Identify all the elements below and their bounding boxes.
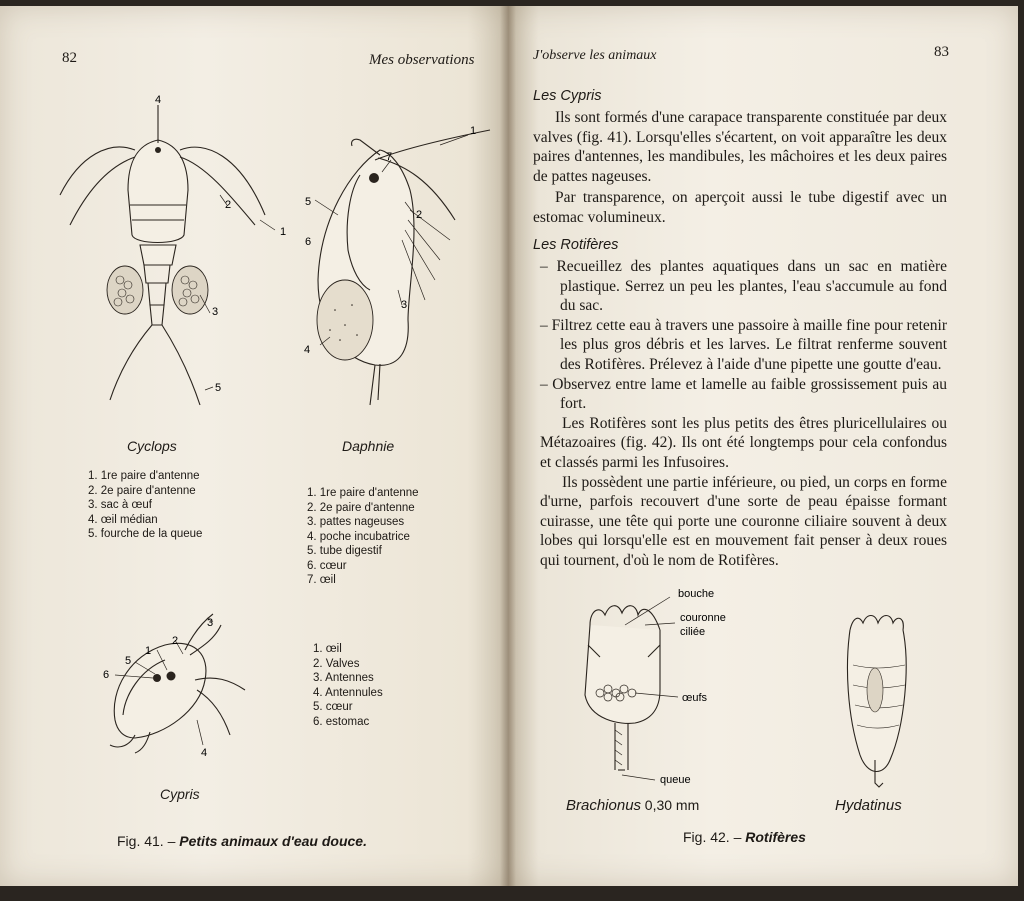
- section-heading-cypris: Les Cypris: [533, 88, 602, 104]
- cyclops-callout-3: 3: [212, 306, 219, 318]
- brachionus-illustration: [560, 585, 790, 795]
- label-ciliee: ciliée: [680, 626, 706, 638]
- cypris-callout-5: 5: [125, 655, 132, 667]
- section-rotiferes-body: [540, 257, 947, 571]
- cypris-illustration: [95, 610, 255, 770]
- daphnie-callout-2: 2: [416, 209, 423, 221]
- legend-item: 7. œil: [307, 574, 336, 586]
- caption-prefix: Fig. 42. –: [683, 829, 742, 845]
- cyclops-illustration: [40, 95, 300, 425]
- hydatinus-illustration: [835, 605, 925, 795]
- daphnie-callout-5: 5: [305, 196, 312, 208]
- cypris-callout-6: 6: [103, 669, 110, 681]
- label-queue: queue: [660, 774, 691, 786]
- legend-item: 3. pattes nageuses: [307, 516, 405, 528]
- cyclops-callout-4: 4: [155, 94, 162, 106]
- legend-item: 5. cœur: [313, 701, 353, 713]
- cyclops-callout-5: 5: [215, 382, 222, 394]
- cypris-callout-1: 1: [145, 645, 152, 657]
- brachionus-size: 0,30 mm: [644, 797, 700, 813]
- bullet-item: – Observez entre lame et lamelle au faible grossissement puis au fort.: [540, 375, 947, 413]
- brachionus-name: Brachionus: [566, 797, 642, 814]
- right-page-number: 83: [934, 44, 949, 60]
- label-bouche: bouche: [678, 588, 715, 600]
- bullet-item: – Recueillez des plantes aquatiques dans un sac en matière plastique. Serrez un peu les plantes, l'eau s'accumule au fond du sac.: [540, 258, 947, 315]
- left-page-number: 82: [62, 50, 77, 66]
- bullet-item: – Filtrez cette eau à travers une passoire à maille fine pour retenir les plus gros débris et les larves. Le filtrat renferme souvent des Rotifères. Prélevez à l'aide d'une pipette une goutte d'eau.: [540, 316, 947, 373]
- daphnie-legend: [307, 486, 419, 588]
- daphnie-label: Daphnie: [342, 438, 395, 454]
- section-heading-rotiferes: Les Rotifères: [533, 237, 619, 253]
- right-running-head: J'observe les animaux: [533, 48, 657, 63]
- label-oeufs: œufs: [682, 692, 708, 704]
- daphnie-callout-1: 1: [470, 125, 477, 137]
- legend-item: 1. 1re paire d'antenne: [88, 470, 200, 482]
- cyclops-label: Cyclops: [127, 438, 177, 454]
- cypris-callout-2: 2: [172, 635, 179, 647]
- paragraph: Ils possèdent une partie inférieure, ou pied, un corps en forme d'urne, parfois recouvert d'une sorte de peau épaisse formant cuirasse, une tête qui porte une couronne ciliaire souvent à deux lobes qui lorsqu'elle est en mouvement fait penser à deux roues qui tournent, d'où le nom de Rotifères.: [540, 473, 947, 569]
- cypris-callout-3: 3: [207, 617, 214, 629]
- legend-item: 1. œil: [313, 643, 342, 655]
- cypris-label: Cypris: [160, 786, 200, 802]
- caption-title: Rotifères: [745, 829, 806, 845]
- left-running-head: Mes observations: [369, 52, 475, 68]
- cyclops-callout-1: 1: [280, 226, 287, 238]
- legend-item: 1. 1re paire d'antenne: [307, 487, 419, 499]
- paragraph: Ils sont formés d'une carapace transparente constituée par deux valves (fig. 41). Lorsqu'elles s'écartent, on voit apparaître les deux paires d'antennes, les mandibules, les mâchoires et les deux paires de pattes nageuses.: [533, 109, 947, 185]
- legend-item: 5. tube digestif: [307, 545, 382, 557]
- caption-title: Petits animaux d'eau douce.: [179, 833, 367, 849]
- caption-prefix: Fig. 41. –: [117, 833, 176, 849]
- cypris-callout-4: 4: [201, 747, 208, 759]
- legend-item: 6. estomac: [313, 715, 370, 728]
- daphnie-illustration: [290, 110, 500, 410]
- cyclops-callout-2: 2: [225, 199, 232, 211]
- legend-item: 6. cœur: [307, 559, 347, 572]
- daphnie-callout-4: 4: [304, 344, 311, 356]
- daphnie-callout-6: 6: [305, 236, 312, 248]
- section-cypris-body: [533, 108, 947, 228]
- legend-item: 4. poche incubatrice: [307, 530, 410, 543]
- daphnie-callout-3: 3: [401, 299, 408, 311]
- legend-item: 3. Antennes: [313, 672, 374, 684]
- label-couronne: couronne: [680, 612, 726, 624]
- figure-41-caption: [117, 833, 367, 849]
- brachionus-caption: [566, 797, 699, 815]
- cypris-legend: [313, 642, 383, 729]
- paragraph: Par transparence, on aperçoit aussi le tube digestif avec un estomac volumineux.: [533, 189, 947, 226]
- legend-item: 2. 2e paire d'antenne: [88, 484, 196, 497]
- paragraph: Les Rotifères sont les plus petits des êtres pluricellulaires ou Métazoaires (fig. 42). Ils ont été longtemps pour cela confondus et classés parmi les Infusoires.: [540, 414, 947, 471]
- cyclops-legend: [88, 469, 202, 542]
- book-gutter: [500, 6, 516, 886]
- legend-item: 4. œil médian: [88, 513, 158, 526]
- figure-42-caption: [683, 829, 806, 845]
- legend-item: 2. 2e paire d'antenne: [307, 501, 415, 514]
- legend-item: 4. Antennules: [313, 686, 383, 699]
- hydatinus-label: Hydatinus: [835, 797, 902, 814]
- legend-item: 2. Valves: [313, 657, 360, 670]
- legend-item: 5. fourche de la queue: [88, 528, 203, 540]
- legend-item: 3. sac à œuf: [88, 499, 152, 511]
- daphnie-callout-7: 7: [386, 151, 393, 163]
